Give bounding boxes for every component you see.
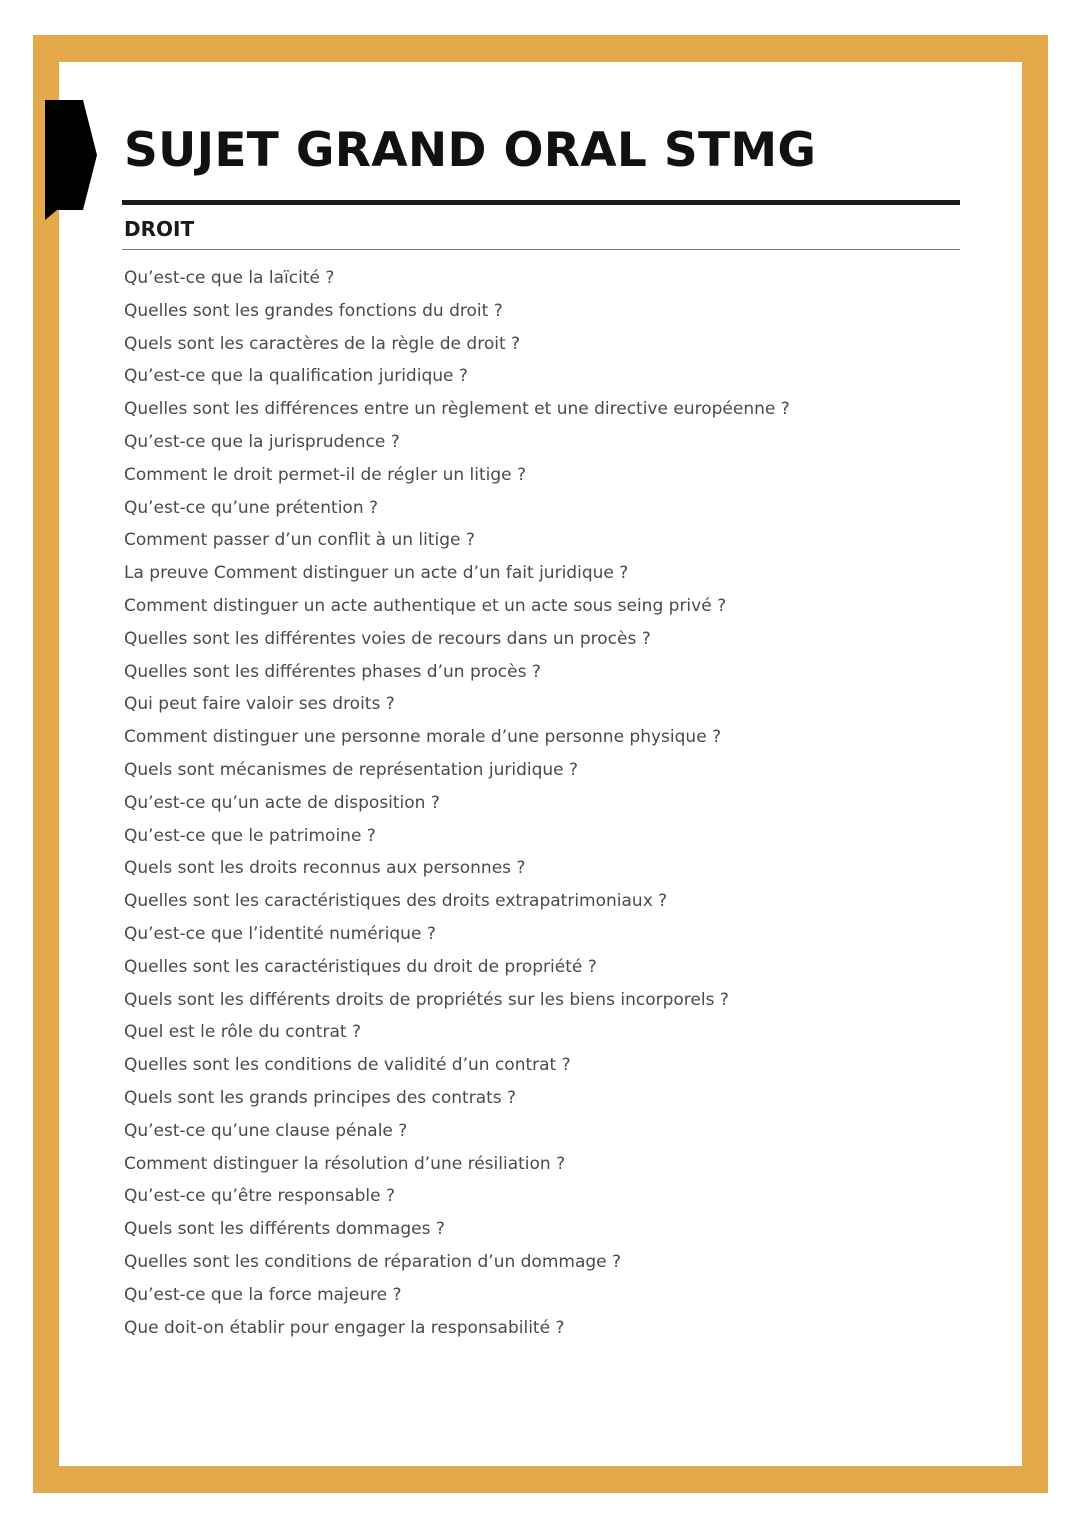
list-item: Comment distinguer une personne morale d’une personne physique ? (124, 727, 722, 748)
list-item: Quelles sont les différentes phases d’un procès ? (124, 661, 541, 682)
list-item: Quels sont les différents dommages ? (124, 1219, 445, 1240)
section-divider (122, 249, 960, 250)
list-item: Quelles sont les grandes fonctions du droit ? (124, 300, 503, 321)
list-item: Quelles sont les conditions de validité d’un contrat ? (124, 1055, 571, 1076)
list-item: Quels sont mécanismes de représentation juridique ? (124, 759, 579, 780)
bookmark-tab-marker (45, 100, 97, 220)
list-item: Qu’est-ce que la laïcité ? (124, 268, 335, 288)
page-title: SUJET GRAND ORAL STMG (124, 123, 817, 178)
list-item: Qu’est-ce que la force majeure ? (124, 1284, 402, 1305)
question-list (124, 262, 790, 1344)
list-item: Qu’est-ce qu’un acte de disposition ? (124, 792, 440, 813)
list-item: Comment passer d’un conflit à un litige ? (124, 530, 475, 551)
list-item: Qu’est-ce que l’identité numérique ? (124, 923, 436, 944)
list-item: Quelles sont les conditions de réparation d’un dommage ? (124, 1251, 622, 1272)
list-item: Qu’est-ce qu’une clause pénale ? (124, 1120, 408, 1141)
list-item: Comment distinguer la résolution d’une résiliation ? (124, 1153, 566, 1174)
list-item: Qui peut faire valoir ses droits ? (124, 694, 395, 715)
list-item: Quels sont les droits reconnus aux personnes ? (124, 858, 526, 879)
list-item: Qu’est-ce que le patrimoine ? (124, 825, 376, 846)
list-item: Que doit-on établir pour engager la responsabilité ? (124, 1317, 565, 1338)
list-item: Quelles sont les différences entre un règlement et une directive européenne ? (124, 399, 790, 420)
list-item: Qu’est-ce que la qualification juridique ? (124, 366, 468, 387)
list-item: Quelles sont les différentes voies de recours dans un procès ? (124, 628, 651, 649)
list-item: Qu’est-ce qu’être responsable ? (124, 1186, 396, 1207)
list-item: Quel est le rôle du contrat ? (124, 1022, 361, 1043)
list-item: Qu’est-ce qu’une prétention ? (124, 497, 379, 518)
list-item: Quels sont les différents droits de propriétés sur les biens incorporels ? (124, 989, 729, 1010)
list-item: Qu’est-ce que la jurisprudence ? (124, 431, 400, 452)
list-item: Quelles sont les caractéristiques du droit de propriété ? (124, 956, 597, 977)
list-item: Quelles sont les caractéristiques des droits extrapatrimoniaux ? (124, 891, 668, 912)
list-item: Quels sont les grands principes des contrats ? (124, 1087, 517, 1108)
list-item: Quels sont les caractères de la règle de droit ? (124, 333, 521, 354)
title-divider (122, 200, 960, 205)
list-item: La preuve Comment distinguer un acte d’un fait juridique ? (124, 563, 629, 584)
list-item: Comment distinguer un acte authentique et un acte sous seing privé ? (124, 595, 727, 616)
section-heading: DROIT (124, 217, 195, 241)
list-item: Comment le droit permet-il de régler un litige ? (124, 464, 527, 485)
